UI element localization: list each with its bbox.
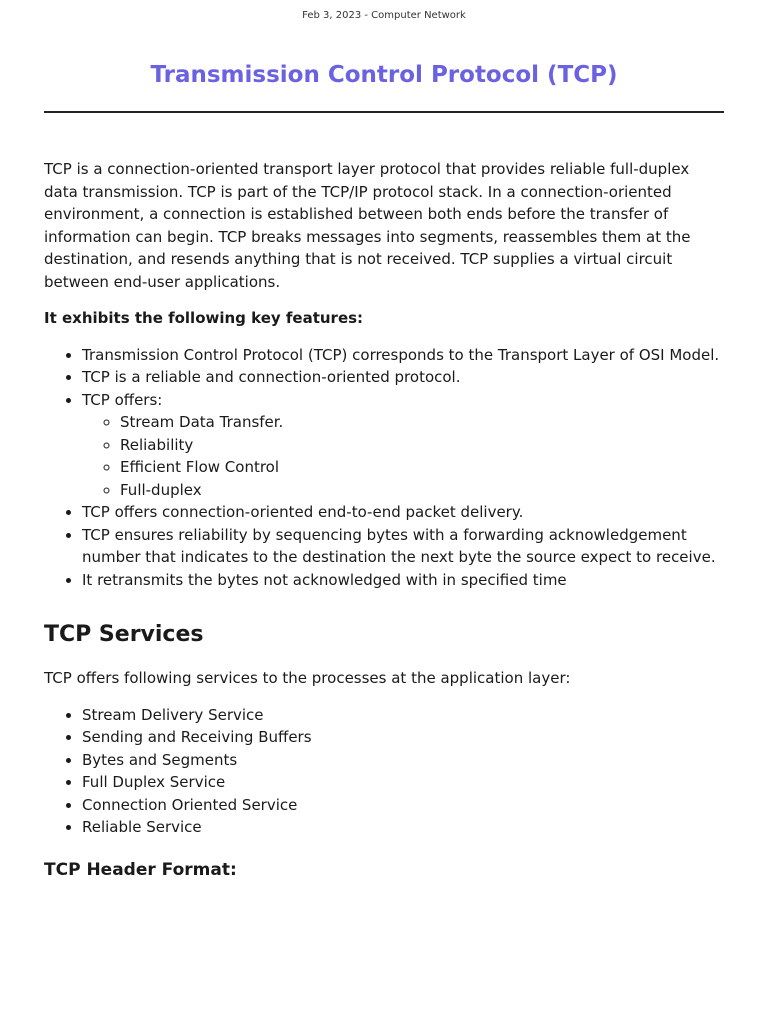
article-body xyxy=(44,158,724,883)
offers-sublist xyxy=(82,411,724,501)
services-item: • Stream Delivery Service xyxy=(82,704,724,727)
page-title: Transmission Control Protocol (TCP) xyxy=(150,62,618,88)
features-item: • TCP ensures reliability by sequencing bytes with a forwarding acknowledgement number that indicates to the destination the next byte the source expect to receive. xyxy=(82,524,724,569)
offers-item: ◦ Full-duplex xyxy=(120,479,724,502)
features-item: • TCP is a reliable and connection-oriented protocol. xyxy=(82,366,724,389)
features-list xyxy=(44,344,724,592)
services-item: • Bytes and Segments xyxy=(82,749,724,772)
header-format-heading: TCP Header Format: xyxy=(44,859,237,880)
features-heading: It exhibits the following key features: xyxy=(44,309,364,327)
title-divider xyxy=(44,111,724,113)
features-item-label: TCP offers: xyxy=(82,390,163,409)
services-heading: TCP Services xyxy=(44,622,204,647)
services-item: • Full Duplex Service xyxy=(82,771,724,794)
offers-item: ◦ Efficient Flow Control xyxy=(120,456,724,479)
services-intro: TCP offers following services to the processes at the application layer: xyxy=(44,669,571,687)
services-item: • Sending and Receiving Buffers xyxy=(82,726,724,749)
meta-line: Feb 3, 2023 - Computer Network xyxy=(302,10,466,21)
offers-item: ◦ Stream Data Transfer. xyxy=(120,411,724,434)
intro-paragraph: TCP is a connection-oriented transport layer protocol that provides reliable full-duplex data transmission. TCP is part of the TCP/IP protocol stack. In a connection-oriented environment, a connection is established between both ends before the transfer of information can begin. TCP breaks messages into segments, reassembles them at the destination, and resends anything that is not received. TCP supplies a virtual circuit between end-user applications. xyxy=(44,160,691,291)
offers-item: ◦ Reliability xyxy=(120,434,724,457)
services-item: • Connection Oriented Service xyxy=(82,794,724,817)
features-item: • It retransmits the bytes not acknowledged with in specified time xyxy=(82,569,724,592)
features-item: • Transmission Control Protocol (TCP) corresponds to the Transport Layer of OSI Model. xyxy=(82,344,724,367)
services-item: • Reliable Service xyxy=(82,816,724,839)
features-item xyxy=(82,389,724,502)
features-item: • TCP offers connection-oriented end-to-end packet delivery. xyxy=(82,501,724,524)
services-list xyxy=(44,704,724,839)
